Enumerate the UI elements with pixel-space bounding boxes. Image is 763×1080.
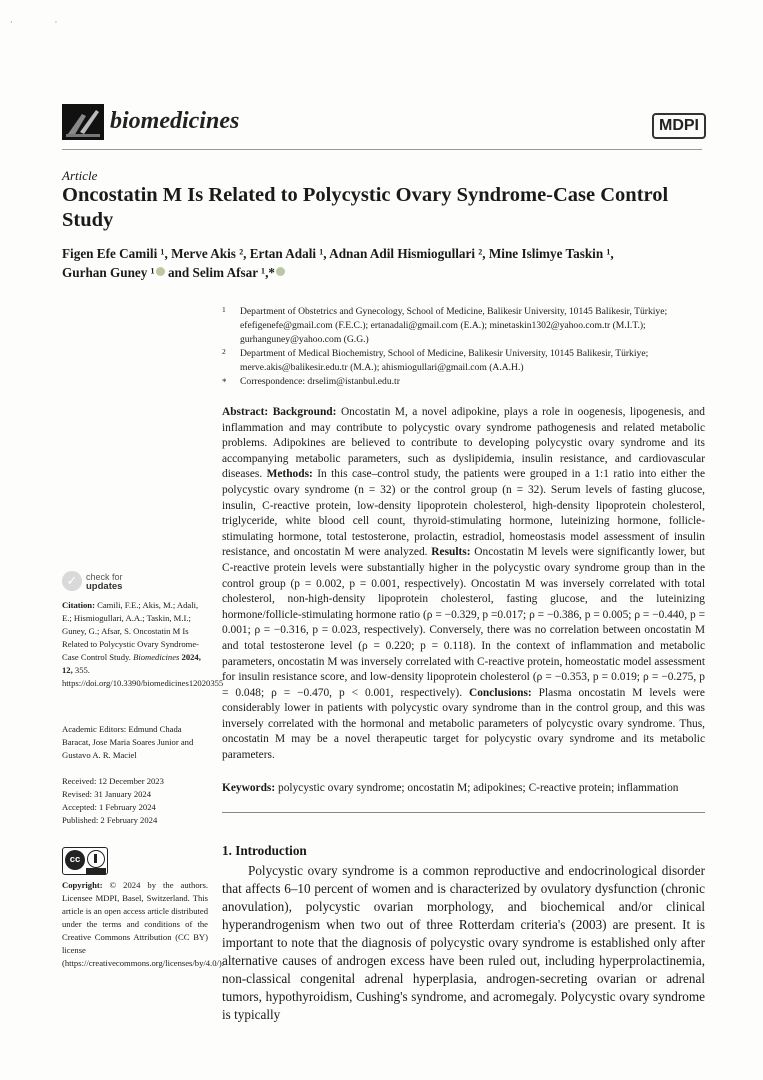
date-published: Published: 2 February 2024: [62, 815, 158, 825]
correspondence-text: Correspondence: drselim@istanbul.edu.tr: [240, 376, 400, 387]
keywords: [222, 781, 705, 797]
affiliation-mark: *: [222, 377, 227, 387]
authors-line-1: Figen Efe Camili ¹, Merve Akis ², Ertan Adali ¹, Adnan Adil Hismiogullari ², Mine Islimye Taskin ¹,: [62, 246, 614, 261]
affiliations: [222, 305, 712, 389]
citation: [62, 599, 224, 690]
citation-label: Citation:: [62, 600, 95, 610]
conclusions-label: Conclusions:: [469, 686, 532, 699]
citation-text: Camili, F.E.; Akis, M.; Adali, E.; Hismiogullari, A.A.; Taskin, M.I.; Guney, G.; Afsar, S. Oncostatin M Is Related to Polycystic Ovary Syndrome-Case Control Study.: [62, 600, 199, 662]
section-rule: [222, 812, 705, 813]
affiliation-text: Department of Medical Biochemistry, School of Medicine, Balikesir University, 10145 Balikesir, Türkiye; merve.akis@balikesir.edu.tr (M.A.); ahismiogullari@gmail.com (A.A.H.): [240, 348, 649, 373]
citation-journal: Biomedicines: [133, 652, 180, 662]
authors-line-2a: Gurhan Guney ¹: [62, 265, 155, 280]
attribution-icon: [87, 850, 105, 868]
date-received: Received: 12 December 2023: [62, 776, 164, 786]
copyright-label: Copyright:: [62, 880, 103, 890]
results-label: Results:: [431, 546, 471, 559]
background-text: Oncostatin M, a novel adipokine, plays a role in oogenesis, lipogenesis, and inflammation and may contribute to polycystic ovary syndrome pathogenesis and related metabolic problems. Adipokines are believed to contribute to developing polycystic ovary syndrome and its accompanying metabolic parameters, such as dyslipidemia, insulin resistance, and cardiovascular diseases.: [222, 406, 705, 481]
scan-specks: · ·: [10, 18, 78, 27]
copyright-text: © 2024 by the authors. Licensee MDPI, Basel, Switzerland. This article is an open access article distributed under the terms and conditions of the Creative Commons Attribution (CC BY) license (https://creativecommons.org/licenses/by/4.0/).: [62, 880, 224, 968]
citation-doi[interactable]: 355. https://doi.org/10.3390/biomedicines12020355: [62, 665, 224, 688]
keywords-label: Keywords:: [222, 782, 276, 794]
citation-volume: 2024, 12,: [62, 652, 201, 675]
check-updates-line-2: updates: [86, 581, 123, 592]
header-rule: [62, 149, 702, 150]
orcid-icon[interactable]: [276, 267, 285, 276]
check-updates[interactable]: [86, 573, 123, 591]
copyright: [62, 879, 224, 970]
check-updates-line-1: check for: [86, 572, 123, 582]
intro-paragraph: Polycystic ovary syndrome is a common reproductive and endocrinological disorder that affects 6–10 percent of women and is characterized by ovulatory dysfunction (chronic anovulation), polycystic ovarian morphology, and biochemical and/or clinical hyperandrogenism when two out of three Rotterdam criteria's (2003) are present. It is important to note that the diagnosis of polycystic ovary syndrome is established only after alternative causes of androgen excess have been ruled out, including hyperprolactinemia, non-classical congenital adrenal hyperplasia, androgen-secreting ovarian or adrenal tumors, hypothyroidism, Cushing's syndrome, and acromegaly. Polycystic ovary syndrome is typically: [222, 863, 705, 1022]
methods-text: In this case–control study, the patients were grouped in a 1:1 ratio into either the polycystic ovary syndrome (n = 32) or the control group (n = 32). Serum levels of fasting glucose, insulin, C-reactive protein, low-density lipoprotein cholesterol, high-density lipoprotein cholesterol, triglyceride, white blood cell count, thyroid-stimulating hormone, luteinizing hormone, follicle-stimulating hormone, total testosterone, prolactin, estradiol, homeostasis model assessment of insulin resistance, and oncostatin M were analyzed.: [222, 468, 705, 559]
journal-name: biomedicines: [110, 108, 240, 134]
date-revised: Revised: 31 January 2024: [62, 789, 152, 799]
results-text: Oncostatin M levels were significantly lower, but C-reactive protein levels were substantially higher in the polycystic ovary syndrome group than in the control group (p = 0.002, p = 0.001, respectively). Oncostatin M was inversely correlated with total cholesterol, non-high-density lipoprotein cholesterol, fasting glucose, and the luteinizing hormone/follicle-stimulating hormone ratio (ρ = −0.329, p =0.017; ρ = −0.386, p = 0.005; ρ = −0.440, p = 0.001; ρ = −0.316, p = 0.023, respectively). Conversely, there was no correlation between oncostatin M and total testosterone level (ρ = 0.220; p = 0.118). In the context of inflammation and metabolic parameters, oncostatin M was inversely correlated with C-reactive protein, homeostatic model assessment for insulin resistance score, and low-density lipoprotein cholesterol (ρ = −0.353, p = 0.019; ρ = −0.275, p = 0.048; ρ = −0.470, p < 0.001, respectively).: [222, 546, 706, 699]
affiliation-mark: 1: [222, 305, 226, 314]
cc-icon: cc: [65, 850, 85, 870]
article-type: Article: [62, 168, 98, 183]
academic-editors: Academic Editors: Edmund Chada Baracat, Jose Maria Soares Junior and Gustavo A. R. Maciel: [62, 724, 194, 760]
intro-body: [222, 862, 705, 1024]
affiliation-1: [222, 305, 712, 347]
abstract-label: Abstract:: [222, 406, 269, 418]
publication-dates: [62, 775, 208, 827]
journal-logo: [62, 104, 104, 140]
abstract: [222, 405, 705, 764]
orcid-icon[interactable]: [156, 267, 165, 276]
check-updates-icon[interactable]: ✓: [62, 571, 82, 591]
author-list: [62, 244, 702, 282]
conclusions-text: Plasma oncostatin M levels were considerably lower in patients with polycystic ovary syndrome than in the control group, and this was inversely correlated with the hormonal and metabolic parameters of polycystic ovary syndrome. Thus, oncostatin M may be a novel therapeutic target for polycystic ovary syndrome and its metabolic parameters.: [222, 686, 705, 762]
affiliation-text: Department of Obstetrics and Gynecology, School of Medicine, Balikesir University, 10145 Balikesir, Türkiye; efefigenefe@gmail.com (F.E.C.); ertanadali@gmail.com (E.A.); minetaskin1302@yahoo.com.tr (M.I.T.); gurhanguney@yahoo.com (G.G.): [240, 306, 668, 345]
methods-label: Methods:: [266, 468, 313, 481]
authors-line-2b: and Selim Afsar ¹,*: [164, 265, 275, 280]
publisher-logo: MDPI: [652, 113, 706, 139]
paper-title: Oncostatin M Is Related to Polycystic Ovary Syndrome-Case Control Study: [62, 184, 669, 231]
cc-by-license-icon[interactable]: [62, 847, 108, 875]
correspondence: [222, 375, 712, 389]
date-accepted: Accepted: 1 February 2024: [62, 802, 156, 812]
affiliation-mark: 2: [222, 347, 226, 356]
keywords-text: polycystic ovary syndrome; oncostatin M; adipokines; C-reactive protein; inflammation: [278, 782, 679, 794]
background-label: Background:: [272, 406, 337, 418]
by-strip: [86, 868, 106, 874]
intro-heading: 1. Introduction: [222, 843, 307, 858]
affiliation-2: [222, 347, 712, 375]
